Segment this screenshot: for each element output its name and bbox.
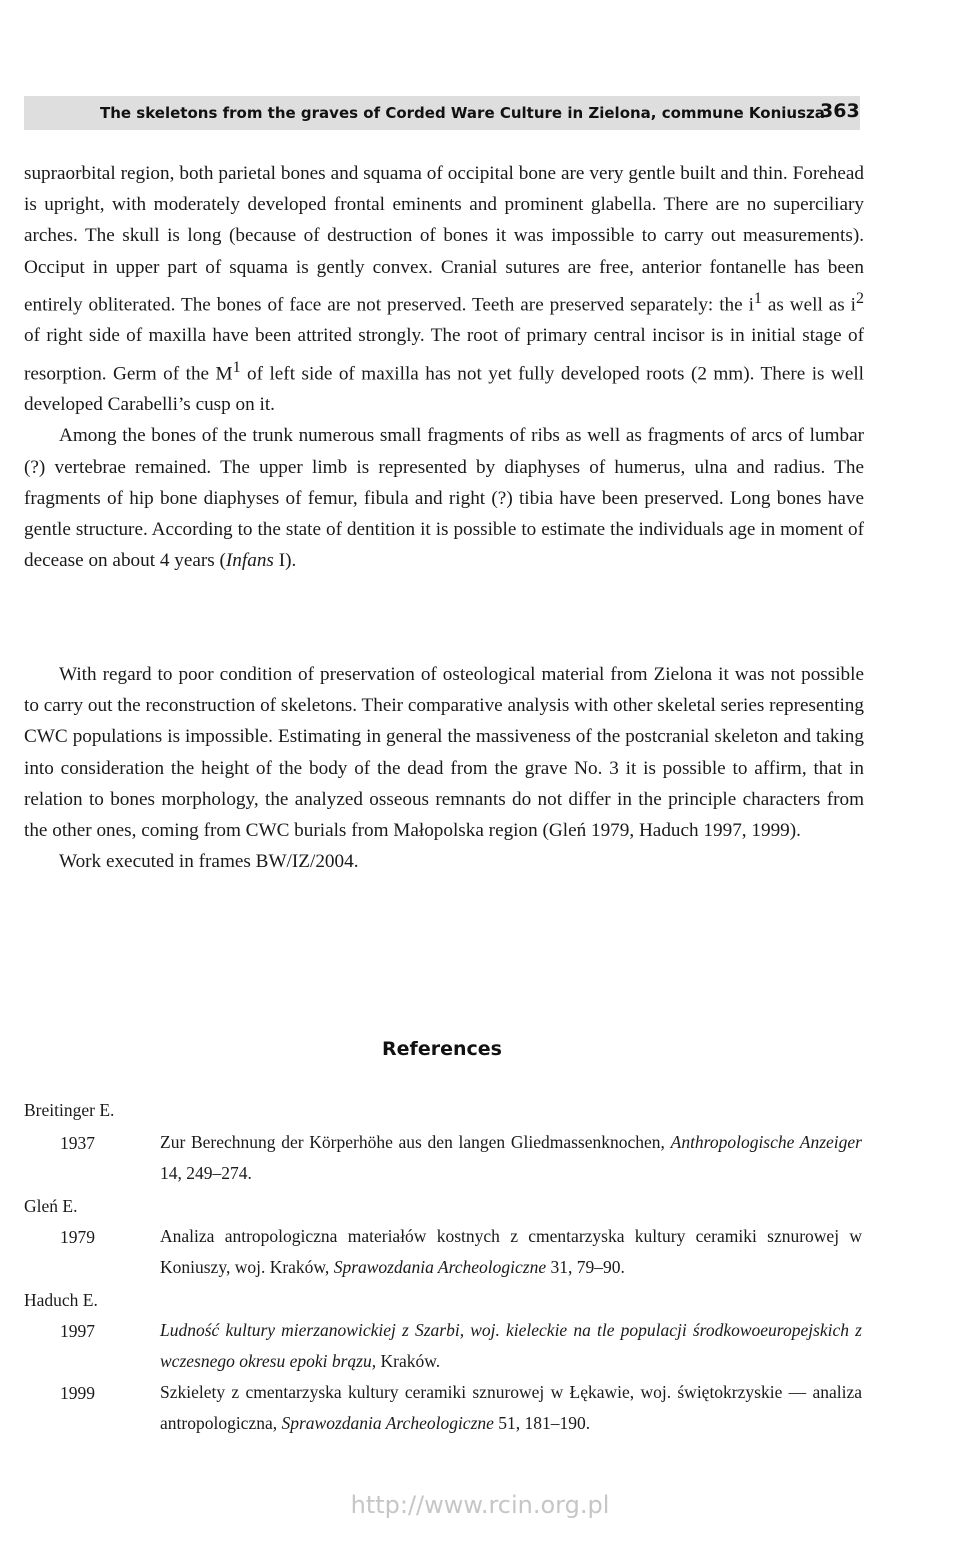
text-run: of left side of maxilla has not yet fully developed roots (2 mm). There is well developed Carabelli’s cusp on it. [24, 363, 864, 416]
title-italic: Ludność kultury mierzanowickiej z Szarbi, woj. kieleckie na tle populacji środkowoeuropejskich z wczesnego okresu epoki brązu, [160, 1320, 862, 1371]
reference-year: 1979 [60, 1227, 95, 1247]
text-run: supraorbital region, both parietal bones and squama of occipital bone are very gentle built and thin. Forehead is upright, with moderately developed frontal eminents and prominent glabella. There are no superciliary arches. The skull is long (because of destruction of bones it was impossible to carry out measurements). Occiput in upper part of squama is gently convex. Cranial sutures are free, anterior fontanelle has been entirely obliterated. The bones of face are not preserved. Teeth are preserved separately: the i [24, 163, 864, 316]
body-text-block-1 [24, 158, 864, 576]
journal-title: Sprawozdania Archeologiczne [333, 1257, 547, 1277]
body-text-block-2 [24, 659, 864, 877]
reference-text [160, 1315, 862, 1377]
paragraph-funding: Work executed in frames BW/IZ/2004. [59, 851, 359, 873]
reference-text [160, 1221, 862, 1283]
text-run: 51, 181–190. [493, 1413, 591, 1433]
superscript: 1 [753, 289, 762, 307]
paragraph-conclusion: With regard to poor condition of preservation of osteological material from Zielona it was not possible to carry out the reconstruction of skeletons. Their comparative analysis with other skeletal series representing CWC populations is impossible. Estimating in general the massiveness of the postcranial skeleton and taking into consideration the height of the body of the dead from the grave No. 3 it is possible to affirm, that in relation to bones morphology, the analyzed osseous remnants do not differ in the principle characters from the other ones, coming from CWC burials from Małopolska region (Gleń 1979, Haduch 1997, 1999). [24, 664, 864, 842]
reference-year: 1937 [60, 1133, 95, 1153]
reference-text [160, 1377, 862, 1439]
text-run: as well as i [761, 294, 856, 316]
reference-year: 1997 [60, 1321, 95, 1341]
text-run: 14, 249–274. [160, 1163, 252, 1183]
text-run: of right side of maxilla have been attrited strongly. The root of primary central incisor is in initial stage of resorption. Germ of the M [24, 325, 864, 384]
text-run: Among the bones of the trunk numerous small fragments of ribs as well as fragments of arcs of lumbar (?) vertebrae remained. The upper limb is represented by diaphyses of humerus, ulna and radius. The fragments of hip bone diaphyses of femur, fibula and right (?) tibia have been preserved. Long bones have gentle structure. According to the state of dentition it is possible to estimate the individuals age in moment of decease on about 4 years ( [24, 425, 864, 572]
reference-year: 1999 [60, 1383, 95, 1403]
source-watermark: http://www.rcin.org.pl [350, 1491, 610, 1519]
journal-title: Sprawozdania Archeologiczne [281, 1413, 494, 1433]
reference-author: Breitinger E. [24, 1100, 115, 1120]
page-number: 363 [820, 100, 860, 122]
references-heading: References [382, 1038, 502, 1060]
text-run: Szkielety z cmentarzyska kultury ceramiki sznurowej w Łękawie, woj. świętokrzyskie — analiza antropologiczna, [160, 1382, 862, 1433]
superscript: 2 [856, 289, 864, 307]
reference-author: Gleń E. [24, 1196, 78, 1216]
text-run: I). [273, 550, 297, 572]
superscript: 1 [232, 358, 241, 376]
text-run: Zur Berechnung der Körperhöhe aus den langen Gliedmassenknochen, [160, 1132, 671, 1152]
reference-text [160, 1127, 862, 1189]
journal-title: Anthropologische Anzeiger [670, 1132, 862, 1152]
reference-author: Haduch E. [24, 1290, 98, 1310]
paragraph-postcranial [24, 420, 864, 576]
running-header-title: The skeletons from the graves of Corded Ware Culture in Zielona, commune Koniusza [100, 104, 825, 122]
text-run: 31, 79–90. [546, 1257, 625, 1277]
paragraph-skull-description [24, 158, 864, 420]
italic-term: Infans [225, 550, 274, 572]
text-run: Kraków. [376, 1351, 441, 1371]
text-run: Analiza antropologiczna materiałów kostnych z cmentarzyska kultury ceramiki sznurowej w Koniuszy, woj. Kraków, [160, 1226, 862, 1277]
